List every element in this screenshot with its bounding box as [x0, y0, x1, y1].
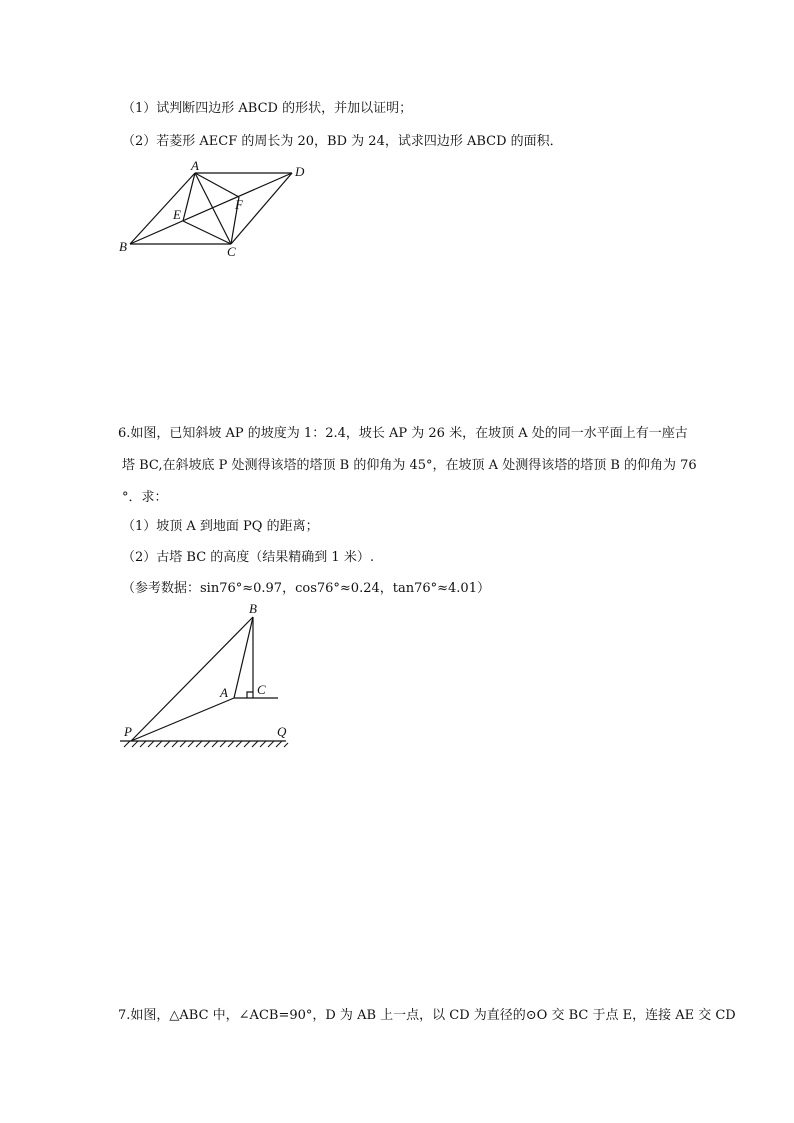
q6-line1: 6.如图，已知斜坡 AP 的坡度为 1：2.4，坡长 AP 为 26 米，在坡顶 A 处的同一水平面上有一座古 [118, 426, 688, 441]
ground-hatching [124, 741, 288, 747]
q6-figure [110, 600, 300, 755]
q6-part1: （1）坡顶 A 到地面 PQ 的距离； [122, 519, 319, 534]
label-b: B [249, 601, 257, 616]
q6-line3: °．求： [122, 490, 168, 505]
slope-pa [131, 698, 234, 741]
label-a: A [220, 685, 228, 700]
q6-part2: （2）古塔 BC 的高度（结果精确到 1 米）. [122, 550, 374, 565]
q5-part1: （1）试判断四边形 ABCD 的形状，并加以证明； [122, 101, 413, 116]
diag-ac [195, 173, 231, 244]
q7-line1: 7.如图，△ABC 中，∠ACB=90°，D 为 AB 上一点，以 CD 为直径的⊙O 交 BC 于点 E，连接 AE 交 CD [118, 1008, 736, 1023]
edge-ec [183, 221, 231, 244]
label-p: P [124, 724, 132, 739]
label-c: C [257, 682, 266, 697]
right-angle-mark [247, 692, 253, 698]
q6-reference-data: （参考数据：sin76°≈0.97，cos76°≈0.24，tan76°≈4.01） [122, 581, 490, 596]
edge-ab [130, 173, 195, 244]
sightline-ab [234, 617, 253, 698]
q5-part2: （2）若菱形 AECF 的周长为 20，BD 为 24，试求四边形 ABCD 的面积． [122, 134, 563, 149]
label-q: Q [277, 724, 287, 739]
label-a: A [191, 158, 199, 173]
label-b: B [119, 239, 127, 254]
sightline-pb [131, 617, 253, 741]
q6-line2: 塔 BC,在斜坡底 P 处测得该塔的塔顶 B 的仰角为 45°，在坡顶 A 处测得该塔的塔顶 B 的仰角为 76 [122, 458, 697, 473]
diag-bd [130, 173, 292, 244]
label-f: F [235, 197, 243, 212]
label-e: E [173, 207, 181, 222]
q5-figure [110, 155, 320, 265]
label-c: C [227, 244, 236, 259]
label-d: D [295, 164, 305, 179]
